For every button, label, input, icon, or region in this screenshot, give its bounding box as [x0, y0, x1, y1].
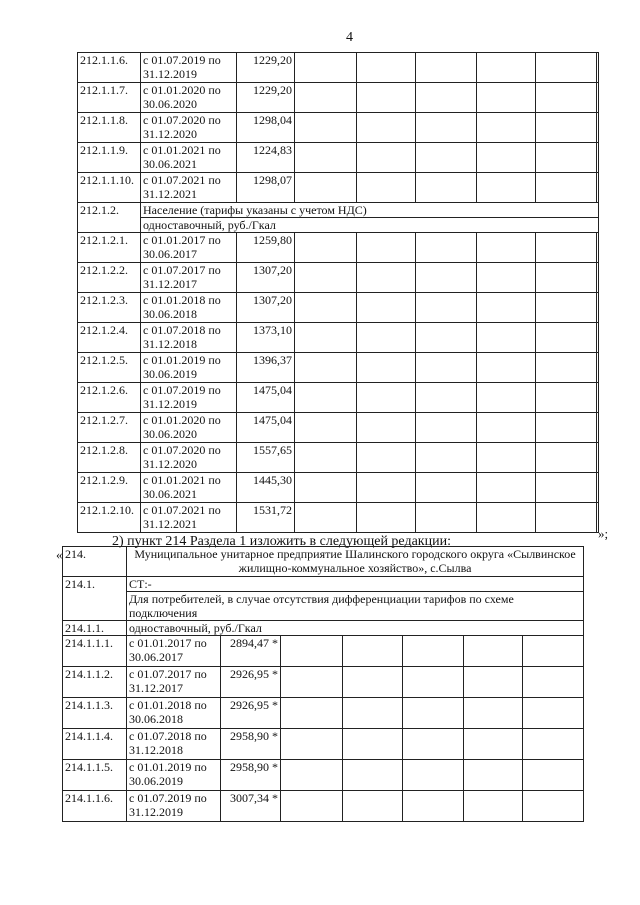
empty-cell [477, 353, 536, 383]
amendment-instruction: 2) пункт 214 Раздела 1 изложить в следующей редакции: [112, 534, 451, 549]
empty-cell [416, 173, 477, 203]
empty-cell [281, 791, 343, 822]
section-subrow [78, 218, 599, 233]
empty-cell [357, 143, 416, 173]
empty-cell [464, 667, 523, 698]
table-row [78, 503, 599, 533]
row-period: с 01.01.2020 по 30.06.2020 [141, 413, 237, 443]
row-period: с 01.07.2019 по 31.12.2019 [127, 791, 221, 822]
empty-cell [597, 113, 599, 143]
table-row [78, 173, 599, 203]
table-row [63, 636, 584, 667]
table-row [63, 667, 584, 698]
row-code: 212.1.1.7. [78, 83, 141, 113]
empty-cell [416, 443, 477, 473]
empty-cell [536, 293, 597, 323]
system-note-row [63, 592, 584, 621]
empty-cell [536, 413, 597, 443]
closing-quote-mark: »; [598, 526, 609, 541]
row-period: с 01.07.2021 по 31.12.2021 [141, 503, 237, 533]
row-value: 1298,04 [237, 113, 295, 143]
row-value: 2958,90 * [221, 729, 281, 760]
empty-cell [523, 760, 584, 791]
empty-cell [403, 729, 464, 760]
empty-cell [403, 760, 464, 791]
section-title: Население (тарифы указаны с учетом НДС) [141, 203, 599, 218]
table-row [78, 293, 599, 323]
row-value: 1298,07 [237, 173, 295, 203]
empty-cell [281, 636, 343, 667]
row-code: 212.1.2.9. [78, 473, 141, 503]
empty-cell [536, 53, 597, 83]
tariff-table-212 [77, 52, 599, 533]
row-value: 1475,04 [237, 413, 295, 443]
empty-cell [295, 293, 357, 323]
empty-cell [416, 503, 477, 533]
empty-cell [403, 791, 464, 822]
row-code: 212.1.1.9. [78, 143, 141, 173]
empty-cell [357, 383, 416, 413]
empty-cell [281, 729, 343, 760]
empty-cell [477, 383, 536, 413]
empty-cell [295, 383, 357, 413]
empty-cell [597, 413, 599, 443]
row-period: с 01.01.2019 по 30.06.2019 [141, 353, 237, 383]
empty-cell [536, 83, 597, 113]
row-code: 214.1.1.3. [63, 698, 127, 729]
row-period: с 01.07.2017 по 31.12.2017 [127, 667, 221, 698]
row-code: 212.1.2.5. [78, 353, 141, 383]
row-value: 1259,80 [237, 233, 295, 263]
table-row [78, 413, 599, 443]
row-period: с 01.01.2021 по 30.06.2021 [141, 143, 237, 173]
empty-cell [416, 473, 477, 503]
row-period: с 01.07.2017 по 31.12.2017 [141, 263, 237, 293]
row-period: с 01.07.2018 по 31.12.2018 [141, 323, 237, 353]
section-subtitle: одноставочный, руб./Гкал [141, 218, 599, 233]
table-row [63, 791, 584, 822]
section-row [78, 203, 599, 218]
empty-cell [416, 353, 477, 383]
empty-cell [597, 323, 599, 353]
table-row [78, 263, 599, 293]
row-code: 214.1.1.5. [63, 760, 127, 791]
empty-cell [523, 636, 584, 667]
empty-cell [477, 173, 536, 203]
page-number: 4 [346, 30, 353, 45]
table-row [78, 113, 599, 143]
table-row [78, 143, 599, 173]
empty-cell [357, 233, 416, 263]
empty-cell [597, 233, 599, 263]
empty-cell [343, 698, 403, 729]
empty-cell [295, 443, 357, 473]
empty-cell [477, 113, 536, 143]
table-row [78, 323, 599, 353]
system-row [63, 577, 584, 592]
empty-cell [416, 83, 477, 113]
table-row [78, 443, 599, 473]
row-value: 1531,72 [237, 503, 295, 533]
row-code: 212.1.2.10. [78, 503, 141, 533]
empty-cell [597, 263, 599, 293]
row-code: 212.1.1.6. [78, 53, 141, 83]
empty-cell [416, 53, 477, 83]
empty-cell [416, 413, 477, 443]
row-value: 2958,90 * [221, 760, 281, 791]
row-code: 212.1.2.8. [78, 443, 141, 473]
empty-cell [416, 113, 477, 143]
empty-cell [477, 263, 536, 293]
empty-cell [295, 233, 357, 263]
table-row [78, 233, 599, 263]
system-note: Для потребителей, в случае отсутствия дифференциации тарифов по схеме подключения [127, 592, 584, 621]
table-row [78, 53, 599, 83]
empty-cell [464, 698, 523, 729]
empty-cell [357, 503, 416, 533]
empty-cell [357, 443, 416, 473]
rate-row [63, 621, 584, 636]
row-code: 212.1.1.10. [78, 173, 141, 203]
empty-cell [343, 667, 403, 698]
row-value: 1307,20 [237, 263, 295, 293]
empty-cell [597, 143, 599, 173]
row-value: 1373,10 [237, 323, 295, 353]
empty-cell [357, 293, 416, 323]
row-code: 214.1.1.6. [63, 791, 127, 822]
empty-cell [536, 233, 597, 263]
empty-cell [523, 698, 584, 729]
empty-cell [403, 667, 464, 698]
row-period: с 01.01.2019 по 30.06.2019 [127, 760, 221, 791]
row-value: 1396,37 [237, 353, 295, 383]
empty-cell [536, 173, 597, 203]
opening-quote-mark: « [56, 547, 63, 562]
empty-cell [597, 353, 599, 383]
row-period: с 01.01.2021 по 30.06.2021 [141, 473, 237, 503]
empty-cell [357, 323, 416, 353]
empty-cell [357, 263, 416, 293]
empty-cell [536, 353, 597, 383]
empty-cell [357, 113, 416, 143]
empty-cell [295, 113, 357, 143]
empty-cell [464, 791, 523, 822]
empty-cell [477, 503, 536, 533]
empty-cell [295, 83, 357, 113]
table-row [78, 83, 599, 113]
row-value: 2926,95 * [221, 667, 281, 698]
empty-cell [281, 760, 343, 791]
empty-cell [523, 667, 584, 698]
empty-cell [343, 791, 403, 822]
table-row [78, 383, 599, 413]
empty-cell [295, 473, 357, 503]
empty-cell [597, 443, 599, 473]
row-period: с 01.07.2020 по 31.12.2020 [141, 113, 237, 143]
empty-cell [477, 143, 536, 173]
empty-cell [464, 729, 523, 760]
empty-cell [295, 413, 357, 443]
empty-cell [536, 383, 597, 413]
row-value: 1445,30 [237, 473, 295, 503]
row-period: с 01.01.2017 по 30.06.2017 [141, 233, 237, 263]
row-value: 1475,04 [237, 383, 295, 413]
empty-cell [357, 53, 416, 83]
empty-cell [295, 503, 357, 533]
empty-cell [357, 473, 416, 503]
empty-cell [295, 263, 357, 293]
empty-cell [477, 413, 536, 443]
empty-cell [523, 791, 584, 822]
empty-cell [295, 53, 357, 83]
empty-cell [536, 143, 597, 173]
empty-cell [597, 173, 599, 203]
empty-cell [403, 636, 464, 667]
empty-cell [343, 729, 403, 760]
rate-code: 214.1.1. [63, 621, 127, 636]
empty-cell [536, 503, 597, 533]
row-period: с 01.01.2020 по 30.06.2020 [141, 83, 237, 113]
empty-cell [295, 353, 357, 383]
empty-cell [295, 323, 357, 353]
row-value: 1557,65 [237, 443, 295, 473]
row-period: с 01.01.2018 по 30.06.2018 [127, 698, 221, 729]
empty-cell [295, 143, 357, 173]
empty-cell [477, 83, 536, 113]
empty-cell [416, 293, 477, 323]
empty-cell [523, 729, 584, 760]
org-name: Муниципальное унитарное предприятие Шалинского городского округа «Сылвинское жилищно-коммунальное хозяйство», с.Сылва [127, 547, 584, 577]
row-value: 3007,34 * [221, 791, 281, 822]
empty-cell [416, 383, 477, 413]
empty-cell [416, 263, 477, 293]
empty-cell [477, 293, 536, 323]
empty-cell [343, 760, 403, 791]
tariff-table-214 [62, 546, 584, 822]
empty-cell [464, 636, 523, 667]
empty-cell [536, 443, 597, 473]
empty-cell [357, 173, 416, 203]
table-row [63, 698, 584, 729]
empty-cell [477, 233, 536, 263]
empty-cell [403, 698, 464, 729]
row-value: 1307,20 [237, 293, 295, 323]
empty-cell [464, 760, 523, 791]
row-value: 2926,95 * [221, 698, 281, 729]
row-period: с 01.07.2021 по 31.12.2021 [141, 173, 237, 203]
row-value: 1224,83 [237, 143, 295, 173]
empty-cell [416, 323, 477, 353]
row-period: с 01.07.2018 по 31.12.2018 [127, 729, 221, 760]
empty-cell [357, 353, 416, 383]
empty-cell [536, 263, 597, 293]
row-code: 214.1.1.4. [63, 729, 127, 760]
empty-cell [477, 323, 536, 353]
empty-cell [597, 473, 599, 503]
row-value: 1229,20 [237, 83, 295, 113]
rate-name: одноставочный, руб./Гкал [127, 621, 584, 636]
row-code: 212.1.2.3. [78, 293, 141, 323]
row-value: 1229,20 [237, 53, 295, 83]
empty-cell [597, 53, 599, 83]
table-row [63, 760, 584, 791]
row-code: 212.1.2.1. [78, 233, 141, 263]
section-code: 212.1.2. [78, 203, 141, 233]
empty-cell [281, 667, 343, 698]
empty-cell [357, 83, 416, 113]
empty-cell [536, 323, 597, 353]
empty-cell [477, 443, 536, 473]
table-row [78, 353, 599, 383]
row-period: с 01.01.2017 по 30.06.2017 [127, 636, 221, 667]
org-row [63, 547, 584, 577]
row-value: 2894,47 * [221, 636, 281, 667]
empty-cell [343, 636, 403, 667]
empty-cell [295, 173, 357, 203]
table-row [63, 729, 584, 760]
empty-cell [597, 83, 599, 113]
empty-cell [281, 698, 343, 729]
row-code: 212.1.2.6. [78, 383, 141, 413]
empty-cell [477, 473, 536, 503]
row-code: 212.1.2.2. [78, 263, 141, 293]
empty-cell [536, 473, 597, 503]
row-period: с 01.07.2019 по 31.12.2019 [141, 53, 237, 83]
empty-cell [597, 293, 599, 323]
row-period: с 01.01.2018 по 30.06.2018 [141, 293, 237, 323]
row-code: 214.1.1.2. [63, 667, 127, 698]
empty-cell [597, 383, 599, 413]
empty-cell [357, 413, 416, 443]
org-code: 214. [63, 547, 127, 577]
empty-cell [477, 53, 536, 83]
row-period: с 01.07.2019 по 31.12.2019 [141, 383, 237, 413]
system-code: 214.1. [63, 577, 127, 621]
row-code: 212.1.1.8. [78, 113, 141, 143]
row-period: с 01.07.2020 по 31.12.2020 [141, 443, 237, 473]
empty-cell [416, 233, 477, 263]
empty-cell [416, 143, 477, 173]
empty-cell [536, 113, 597, 143]
table-row [78, 473, 599, 503]
system-name: СТ:- [127, 577, 584, 592]
row-code: 212.1.2.4. [78, 323, 141, 353]
row-code: 212.1.2.7. [78, 413, 141, 443]
row-code: 214.1.1.1. [63, 636, 127, 667]
